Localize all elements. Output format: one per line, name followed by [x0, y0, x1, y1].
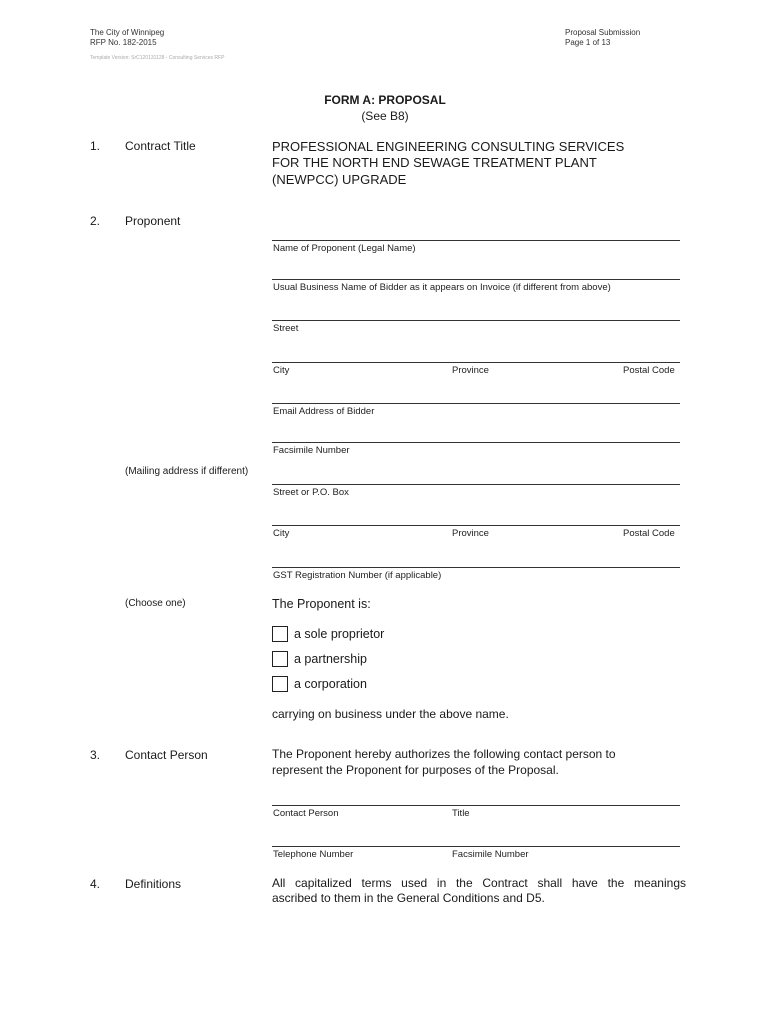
corporation-checkbox[interactable]: [272, 676, 288, 692]
mailing-province-caption: Province: [452, 528, 489, 539]
choose-one-note: (Choose one): [125, 598, 186, 609]
form-title: FORM A: PROPOSAL: [324, 93, 446, 107]
template-version-note: Template Version: SrC120131128 - Consulting Services RFP: [90, 55, 225, 61]
header-doc-type: Proposal Submission: [565, 28, 641, 37]
section-3-label: Contact Person: [125, 748, 208, 762]
fax-caption: Facsimile Number: [273, 445, 350, 456]
street-line[interactable]: [272, 320, 680, 321]
partnership-label: a partnership: [294, 652, 367, 666]
contact-authorization-line-1: The Proponent hereby authorizes the following contact person to: [272, 747, 616, 761]
sole-proprietor-label: a sole proprietor: [294, 627, 385, 641]
mailing-city-caption: City: [273, 528, 290, 539]
section-1-label: Contract Title: [125, 139, 196, 153]
province-caption: Province: [452, 365, 489, 376]
section-3-number: 3.: [90, 748, 101, 762]
email-caption: Email Address of Bidder: [273, 406, 375, 417]
contract-title-line-1: PROFESSIONAL ENGINEERING CONSULTING SERVICES: [272, 139, 625, 154]
definitions-text-line-1: All capitalized terms used in the Contract shall have the meanings: [272, 876, 686, 890]
city-line[interactable]: [272, 362, 680, 363]
partnership-checkbox[interactable]: [272, 651, 288, 667]
mailing-street-caption: Street or P.O. Box: [273, 487, 349, 498]
proponent-name-caption: Name of Proponent (Legal Name): [273, 243, 416, 254]
mailing-street-line[interactable]: [272, 484, 680, 485]
street-caption: Street: [273, 323, 299, 334]
definitions-text-line-2: ascribed to them in the General Conditions and D5.: [272, 891, 545, 905]
header-org: The City of Winnipeg: [90, 28, 165, 37]
mailing-address-note: (Mailing address if different): [125, 466, 249, 477]
mailing-postal-code-caption: Postal Code: [623, 528, 675, 539]
form-subtitle: (See B8): [361, 109, 409, 123]
business-name-line[interactable]: [272, 279, 680, 280]
fax-line[interactable]: [272, 442, 680, 443]
corporation-label: a corporation: [294, 677, 367, 691]
section-4-label: Definitions: [125, 877, 182, 891]
header-page-number: Page 1 of 13: [565, 38, 611, 47]
gst-line[interactable]: [272, 567, 680, 568]
contract-title-line-2: FOR THE NORTH END SEWAGE TREATMENT PLANT: [272, 155, 597, 170]
postal-code-caption: Postal Code: [623, 365, 675, 376]
contact-person-line[interactable]: [272, 805, 680, 806]
contact-title-caption: Title: [452, 808, 470, 819]
contact-authorization-line-2: represent the Proponent for purposes of the Proposal.: [272, 763, 559, 777]
header-rfp-number: RFP No. 182-2015: [90, 38, 157, 47]
telephone-line[interactable]: [272, 846, 680, 847]
contact-fax-caption: Facsimile Number: [452, 849, 529, 860]
proponent-is-label: The Proponent is:: [272, 597, 371, 611]
gst-caption: GST Registration Number (if applicable): [273, 570, 442, 581]
email-line[interactable]: [272, 403, 680, 404]
city-caption: City: [273, 365, 290, 376]
section-4-number: 4.: [90, 877, 101, 891]
section-2-label: Proponent: [125, 214, 181, 228]
section-2-number: 2.: [90, 214, 101, 228]
telephone-caption: Telephone Number: [273, 849, 354, 860]
section-1-number: 1.: [90, 139, 101, 153]
sole-proprietor-checkbox[interactable]: [272, 626, 288, 642]
proponent-name-line[interactable]: [272, 240, 680, 241]
business-name-caption: Usual Business Name of Bidder as it appears on Invoice (if different from above): [273, 282, 611, 293]
mailing-city-line[interactable]: [272, 525, 680, 526]
carrying-on-business-text: carrying on business under the above name.: [272, 707, 509, 721]
contact-person-caption: Contact Person: [273, 808, 339, 819]
contract-title-line-3: (NEWPCC) UPGRADE: [272, 172, 407, 187]
